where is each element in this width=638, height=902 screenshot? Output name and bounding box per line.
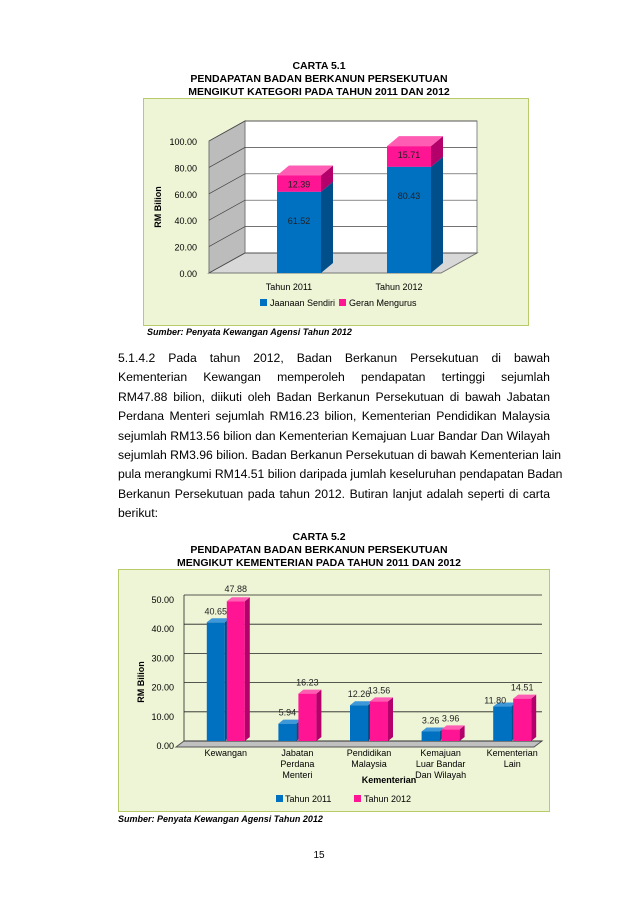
chart1-y-tick: 40.00	[174, 216, 197, 227]
chart1-legend-label: Jaanaan Sendiri	[270, 298, 336, 308]
chart2-data-label: 3.26	[421, 715, 440, 726]
paragraph-line-text: RM47.88 bilion, diikuti oleh Badan Berkanun Persekutuan di bawah Jabatan	[118, 389, 550, 404]
chart2-y-tick: 40.00	[151, 624, 174, 635]
chart2-x-tick: Menteri	[282, 770, 313, 780]
chart2-bar-2012	[513, 695, 536, 741]
chart2-bar-2012	[442, 725, 465, 741]
paragraph-word: tahun	[209, 351, 241, 365]
chart1-bar-jaanaan-front	[277, 192, 321, 273]
chart2-data-label: 16.23	[296, 677, 319, 688]
page-number: 15	[313, 850, 325, 861]
chart1-title-line: MENGIKUT KATEGORI PADA TAHUN 2011 DAN 2012	[188, 86, 450, 98]
chart1-side-wall	[209, 121, 245, 273]
chart1-bar-jaanaan-front	[387, 167, 431, 273]
chart2	[118, 569, 550, 812]
chart2-data-label: 13.56	[367, 685, 391, 696]
paragraph-line-text: Berkanun Persekutuan pada tahun 2012. Butiran lanjut adalah seperti di carta	[118, 486, 550, 501]
chart2-bar-2012-front	[442, 729, 460, 741]
chart1-data-label: 15.71	[397, 150, 421, 161]
paragraph-line-text: pula merangkumi RM14.51 bilion daripada jumlah keseluruhan pendapatan Badan	[118, 467, 563, 482]
paragraph-line	[118, 407, 550, 426]
chart1-title	[0, 60, 638, 99]
paragraph-word: tertinggi	[441, 370, 485, 385]
paragraph-word: bawah	[513, 351, 550, 365]
chart2-title-line: MENGIKUT KEMENTERIAN PADA TAHUN 2011 DAN 2012	[177, 557, 461, 569]
paragraph-word: Pada	[168, 351, 197, 365]
chart1-y-tick: 60.00	[174, 189, 197, 200]
chart1-bar-jaanaan	[277, 182, 333, 273]
chart2-data-label: 11.80	[484, 695, 507, 706]
paragraph-line-text: Perdana Menteri sejumlah RM16.23 bilion, Kementerian Pendidikan Malaysia	[118, 409, 550, 424]
paragraph-line-text: sejumlah RM3.96 bilion. Badan Berkanun Persekutuan di bawah Kementerian lain	[118, 447, 562, 462]
chart1-y-tick: 20.00	[174, 242, 197, 253]
chart2-title-line: CARTA 5.2	[292, 531, 346, 543]
chart2-bar-2011-front	[278, 724, 296, 741]
body-paragraph	[118, 349, 563, 524]
chart2-floor	[176, 741, 542, 747]
paragraph-word: Persekutuan	[410, 351, 479, 365]
chart2-source: Sumber: Penyata Kewangan Agensi Tahun 2012	[118, 814, 323, 824]
chart1-y-tick: 0.00	[179, 269, 197, 279]
chart2-data-label: 47.88	[224, 584, 248, 595]
chart2-x-axis-label: Kementerian	[361, 775, 417, 785]
paragraph-word: Badan	[296, 351, 332, 365]
chart2-bar-2012-side	[316, 690, 321, 741]
chart2-data-label: 40.65	[204, 606, 228, 617]
paragraph-word: 5.1.4.2	[118, 351, 156, 365]
chart2-x-tick: Perdana	[280, 759, 315, 769]
chart1-title-line: CARTA 5.1	[292, 60, 346, 72]
chart2-x-tick: Jabatan	[281, 748, 314, 758]
chart2-bar-2012	[227, 597, 250, 741]
chart1-legend-label: Geran Mengurus	[349, 298, 417, 308]
paragraph-word: Berkanun	[344, 351, 398, 365]
paragraph-word: 2012,	[253, 351, 284, 365]
chart1-source: Sumber: Penyata Kewangan Agensi Tahun 2012	[147, 327, 352, 337]
chart2-title	[0, 531, 638, 570]
chart2-y-tick: 0.00	[156, 741, 174, 751]
paragraph-line	[118, 427, 550, 446]
paragraph-line	[118, 485, 550, 504]
paragraph-line	[118, 465, 563, 484]
chart2-x-tick: Pendidikan	[346, 748, 392, 758]
chart2-y-axis-label: RM Bilion	[136, 661, 146, 703]
chart2-data-label: 12.26	[347, 689, 371, 700]
chart2-x-tick: Kemajuan	[420, 748, 461, 758]
chart1-data-label: 12.39	[287, 179, 311, 190]
chart2-data-label: 5.94	[278, 707, 297, 718]
chart2-bar-2012	[370, 697, 393, 741]
chart2-bar-2012-front	[513, 699, 531, 741]
chart2-title-line: PENDAPATAN BADAN BERKANUN PERSEKUTUAN	[190, 544, 448, 556]
chart2-bar-2012-front	[370, 701, 388, 741]
paragraph-line	[118, 368, 550, 387]
chart1-legend-swatch-jaanaan	[260, 299, 267, 306]
paragraph-word: Kewangan	[203, 370, 261, 385]
chart2-bar-2011	[493, 703, 516, 741]
chart1-x-tick: Tahun 2012	[375, 282, 423, 292]
chart1-bar-jaanaan-side	[431, 157, 443, 273]
chart1-legend-swatch-geran	[339, 299, 346, 306]
paragraph-word: pendapatan	[361, 370, 426, 385]
chart2-frame	[119, 570, 550, 812]
chart2-bar-2012-front	[227, 601, 245, 741]
chart2-bar-2011-front	[422, 731, 440, 741]
chart2-legend-label: Tahun 2011	[285, 794, 332, 804]
chart2-data-label: 3.96	[441, 713, 460, 724]
chart1-y-tick: 100.00	[169, 137, 197, 147]
paragraph-line	[118, 446, 562, 465]
chart2-bar-2011-front	[493, 707, 511, 741]
chart1-bar-jaanaan	[387, 157, 443, 273]
chart2-bar-2011	[422, 727, 445, 741]
paragraph-line	[118, 349, 550, 368]
paragraph-word: Kementerian	[118, 370, 188, 385]
chart2-bar-2012-side	[388, 697, 393, 741]
chart2-bar-2012-side	[245, 597, 250, 741]
chart2-y-tick: 30.00	[151, 653, 174, 664]
paragraph-word: di	[491, 351, 501, 365]
paragraph-line	[118, 388, 550, 407]
chart1-data-label: 80.43	[397, 190, 421, 201]
chart2-bar-2011	[278, 720, 301, 741]
chart2-legend-label: Tahun 2012	[364, 794, 412, 804]
chart2-bar-2011-front	[207, 622, 225, 741]
chart2-legend-swatch-2012	[354, 795, 361, 802]
chart1-y-axis-label: RM Bilion	[153, 186, 163, 228]
chart2-x-tick: Dan Wilayah	[415, 770, 467, 780]
chart2-y-tick: 10.00	[151, 711, 174, 722]
chart1-bar-jaanaan-side	[321, 182, 333, 273]
chart2-bar-2011	[207, 618, 230, 741]
paragraph-word: memperoleh	[277, 370, 345, 385]
chart1-y-tick: 80.00	[174, 163, 197, 174]
paragraph-line-text: sejumlah RM13.56 bilion dan Kementerian Kemajuan Luar Bandar Dan Wilayah	[118, 428, 550, 443]
chart2-x-tick: Kewangan	[204, 748, 248, 758]
chart2-bar-2012-front	[298, 694, 316, 741]
chart2-bar-2012-side	[531, 695, 536, 741]
chart1-x-tick: Tahun 2011	[265, 282, 313, 292]
chart1-data-label: 61.52	[287, 215, 311, 226]
chart2-x-tick: Malaysia	[351, 759, 387, 769]
paragraph-word: sejumlah	[501, 370, 550, 385]
chart2-x-tick: Lain	[503, 759, 521, 769]
chart2-bar-2012	[298, 690, 321, 741]
chart2-x-tick: Kementerian	[486, 748, 538, 758]
chart2-data-label: 14.51	[510, 682, 534, 693]
paragraph-line-text: berikut:	[118, 506, 158, 521]
chart1-title-line: PENDAPATAN BADAN BERKANUN PERSEKUTUAN	[190, 73, 448, 85]
chart2-bar-2011	[350, 701, 373, 741]
chart2-x-tick: Luar Bandar	[415, 759, 466, 769]
chart2-y-tick: 50.00	[151, 595, 174, 605]
chart2-legend-swatch-2011	[276, 795, 283, 802]
chart1	[143, 98, 529, 326]
chart2-bar-2011-front	[350, 705, 368, 741]
chart2-y-tick: 20.00	[151, 682, 174, 693]
paragraph-line	[118, 504, 550, 523]
